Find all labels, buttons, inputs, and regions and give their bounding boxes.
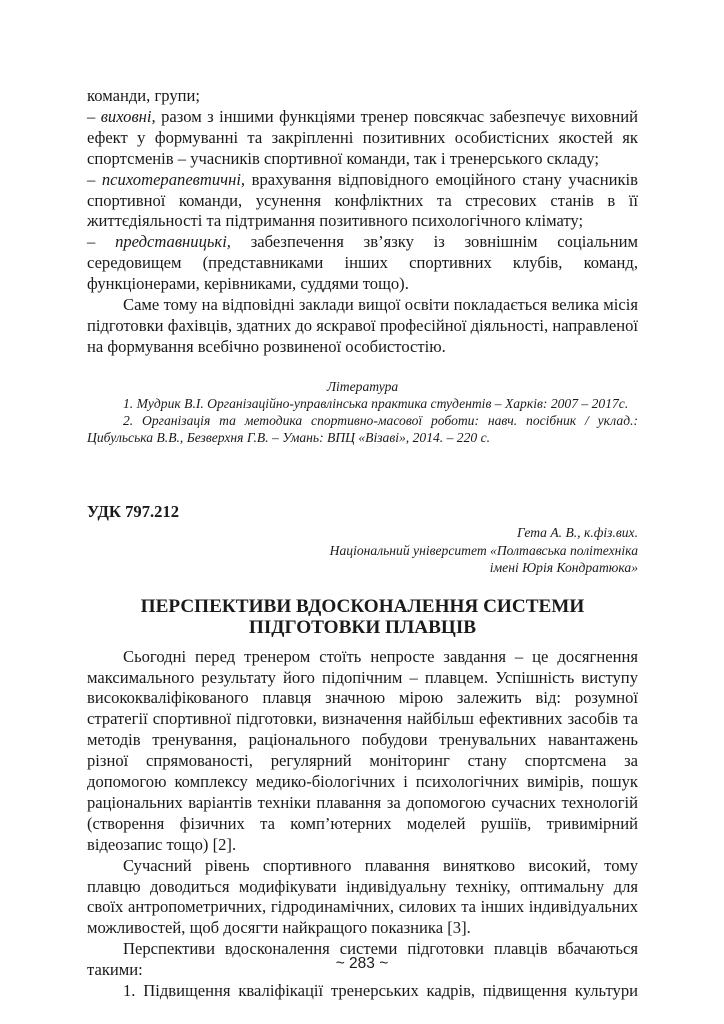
body-paragraph: Перспективи вдосконалення системи підготовки плавців вбачаються такими: [87, 939, 638, 980]
references-title: Література [326, 378, 399, 394]
udk-code: УДК 797.212 [87, 502, 180, 522]
author-name: Гета А. В., к.фіз.вих. [517, 525, 638, 541]
document-page [87, 86, 638, 1002]
body-paragraph: 1. Підвищення кваліфікації тренерських кадрів, підвищення культури [123, 981, 638, 1001]
term-italic: представницькі, [115, 232, 231, 252]
author-affiliation-cont: імені Юрія Кондратюка» [489, 560, 638, 576]
conclusion-paragraph: Саме тому на відповідні заклади вищої освіти покладається велика місія підготовки фахівців, здатних до яскравої професійної діяльності, направленої на формування всебічно розвиненої особистостію. [87, 295, 638, 356]
dash: – [87, 169, 102, 189]
reference-item: 2. Організація та методика спортивно-масової роботи: навч. посібник / уклад.: Цибульська В.В., Безверхня Г.В. – Умань: ВПЦ «Візаві», 2014. – 220 с. [87, 412, 638, 446]
article-title-line-2: ПІДГОТОВКИ ПЛАВЦІВ [248, 616, 477, 638]
author-affiliation: Національний університет «Полтавська політехніка [329, 542, 638, 558]
term-italic: виховні, [100, 106, 156, 126]
list-item-psykhoterapevtychni [87, 170, 638, 233]
list-item-vykhovni [87, 107, 638, 170]
list-item-predstavnytski [87, 232, 638, 295]
item-text: забезпечення зв’язку із зовнішнім соціальним середовищем (представниками інших спортивних клубів, команд, функціонерами, керівниками, суддями тощо). [87, 232, 638, 294]
item-text: разом з іншими функціями тренер повсякчас забезпечує виховний ефект у формуванні та закріпленні позитивних особистісних якостей як спортсменів – учасників спортивної команди, так і тренерського складу; [87, 106, 638, 168]
page-number: ~ 283 ~ [335, 955, 389, 972]
term-italic: психотерапевтичні, [101, 169, 246, 189]
reference-item: 1. Мудрик В.І. Організаційно-управлінська практика студентів – Харків: 2007 – 2017с. [123, 395, 629, 411]
item-text: врахування відповідного емоційного стану учасників спортивної команди, усунення конфліктних та стресових станів в її життєдіяльності та підтримання позитивного психологічного клімату; [87, 169, 638, 231]
body-paragraph: Сьогодні перед тренером стоїть непросте завдання – це досягнення максимального результату його підопічним – плавцем. Успішність виступу висококваліфікованого плавця значною мірою залежить від: розумної стратегії спортивної підготовки, визначення найбільш ефективних засобів та методів тренування, раціонального побудови тренувальних навантажень різної спрямованості, регулярний моніторинг стану спортсмена за допомогою комплексу медико-біологічних і психологічних вимірів, пошук раціональних варіантів техніки плавання за допомогою сучасних технологій (створення фізичних та комп’ютерних моделей рушіїв, тривимірний відеозапис тощо) [2]. [87, 646, 638, 854]
body-paragraph: Сучасний рівень спортивного плавання винятково високий, тому плавцю доводиться модифікувати індивідуальну техніку, оптимальну для своїх антропометричних, гідродинамічних, силових та інших індивідуальних можливостей, щоб досягти найкращого показника [3]. [87, 855, 638, 938]
dash: – [87, 232, 116, 252]
continuation-line: команди, групи; [87, 86, 201, 105]
dash: – [87, 106, 101, 126]
article-title-line-1: ПЕРСПЕКТИВИ ВДОСКОНАЛЕННЯ СИСТЕМИ [140, 595, 585, 617]
